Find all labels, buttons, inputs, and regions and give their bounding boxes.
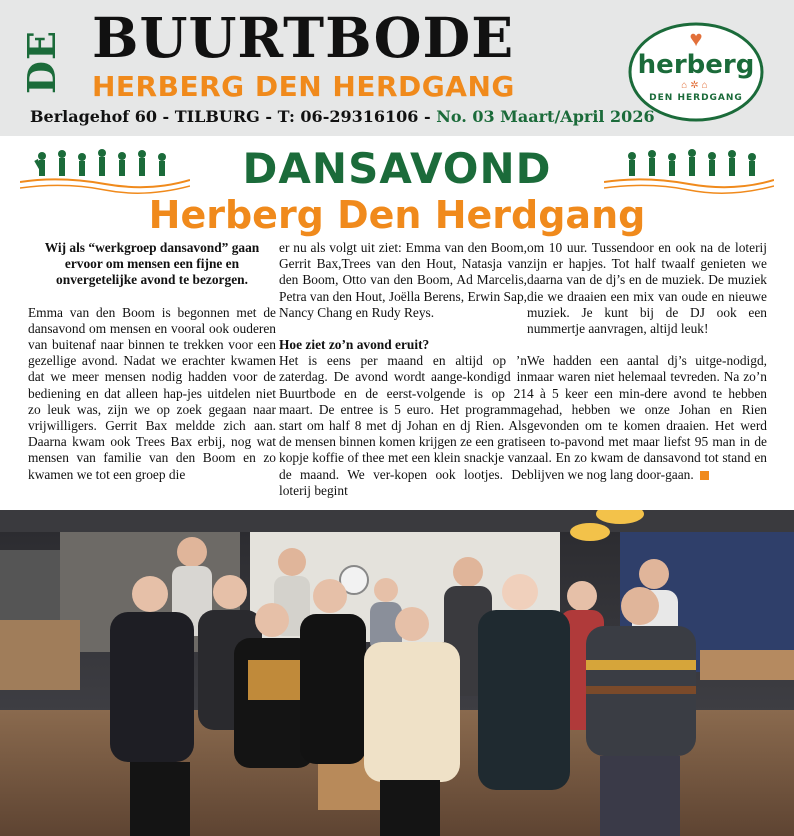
address-text: Berlagehof 60 - TILBURG - T: 06-29316106 - (30, 107, 431, 126)
heart-icon: ♥ (689, 26, 703, 51)
article-column-1 (28, 240, 276, 483)
article-intro: Wij als “werkgroep dansavond” gaan ervoor om mensen een fijne en onvergetelijke avond te bezorgen. (44, 240, 260, 288)
masthead-de-text: DE (19, 30, 64, 94)
newspaper-subtitle: HERBERG DEN HERDGANG (92, 70, 515, 103)
masthead-de (19, 20, 64, 104)
herberg-logo (628, 22, 764, 122)
address-line (30, 106, 655, 128)
article-paragraph-3: Het is eens per maand en altijd op ’n zaterdag. De avond wordt aange-kondigd in Buurtbode en de eerst-volgende is op 21 maart. De entree is 5 euro. Het programma start om half 8 met dj Johan en dj Rien. Als de mensen binnen komen krijgen ze een gratis kopje koffie of thee met een klein snackje van de maand. We ver-kopen ook lootjes. De loterij begint (279, 353, 528, 498)
article-paragraph-2: er nu als volgt uit ziet: Emma van den Boom, Gerrit Bax,Trees van den Hout, Natasja van den Boom, Otto van den Boom, Ad Marcelis, Petra van den Hout, Joëlla Berens, Erwin Sap, Nancy Chang en Rudy Reys. (279, 240, 527, 320)
logo-subtitle: DEN HERDGANG (649, 93, 743, 103)
article-paragraph-5: We hadden een aantal dj’s uitge-nodigd, maar waren niet helemaal tevreden. Na zo’n 4 à 5 keer een min-dere avond te hebben gehad, hebben we onze Johan en Rien gevonden om te komen draaien. Het werd een to-pavond met maar liefst 95 man in de zaal. En zo kwam de dansavond tot stand en blijven we nog lang door-gaan. (527, 353, 767, 482)
newspaper-title: BUURTBODE (92, 5, 515, 70)
group-photo-image (0, 510, 794, 836)
article-column-3 (527, 240, 767, 483)
article-paragraph-5-wrap (527, 353, 767, 483)
article-subheading: Hoe ziet zo’n avond eruit? (279, 337, 430, 353)
masthead (0, 0, 794, 136)
group-photo (0, 510, 794, 836)
logo-house-icons: ⌂✲⌂ (681, 80, 711, 91)
logo-word: herberg (637, 50, 755, 80)
article-headline: DANSAVOND (242, 144, 552, 193)
article-subheadline: Herberg Den Herdgang (148, 193, 646, 237)
article-paragraph-1: Emma van den Boom is begonnen met de dansavond om mensen en vooral ook ouderen van buitenaf naar binnen te trekken voor een gezellige avond. Nadat we erachter kwamen dat we meer mensen nodig hadden voor de bediening en dat alleen hap-jes uitdelen niet zo leuk was, zijn we op zoek gegaan naar vrijwilligers. Gerrit Bax meldde zich aan. Daarna kwam ook Trees Bax erbij, nog wat mensen van familie van den Boom en zo kwamen we tot een groep die (28, 304, 276, 482)
article-column-2 (279, 240, 527, 499)
article-paragraph-4: om 10 uur. Tussendoor en ook na de loterij zijn er hapjes. Tot half twaalf genieten we daarna van de dj’s en de muziek. De muziek die we draaien een mix van oude en nieuwe muziek. Je kunt bij de DJ ook een nummertje aanvragen, altijd leuk! (527, 240, 767, 337)
issue-text: No. 03 Maart/April 2026 (436, 107, 655, 126)
end-mark (700, 471, 709, 480)
